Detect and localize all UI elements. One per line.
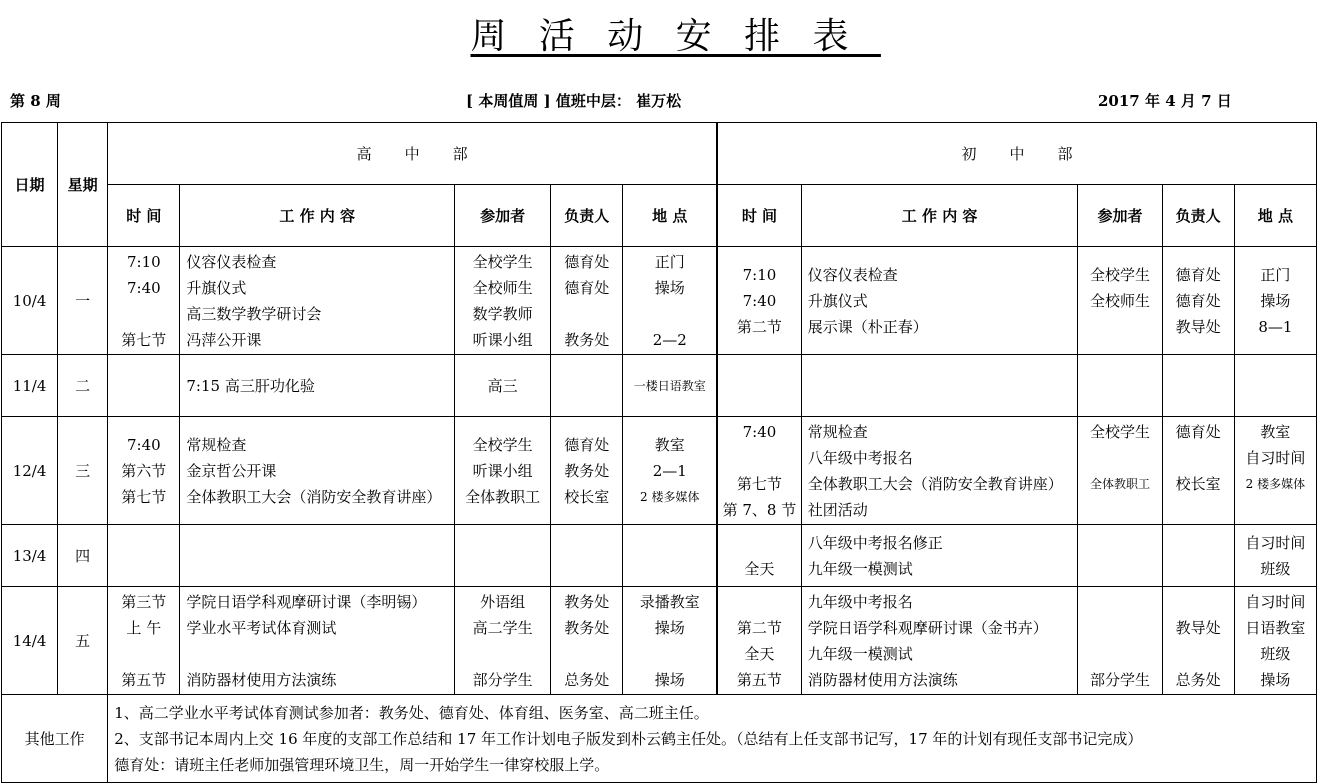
- page-title-text: 周活动安排表: [470, 16, 881, 57]
- middle-place-line: 班级: [1260, 644, 1291, 663]
- middle-time-line: [718, 530, 801, 556]
- date-header: 日期: [2, 123, 58, 247]
- middle-place-line: 操场: [1260, 670, 1291, 689]
- high-owner-line: 教务处: [564, 592, 610, 611]
- high-owner-cell: [551, 247, 623, 355]
- row-date: 10/4: [2, 247, 58, 355]
- high-participants-line: 全校学生: [472, 252, 533, 271]
- middle-owner-line: 德育处: [1175, 265, 1221, 284]
- high-content-cell: [180, 587, 455, 695]
- middle-place-line: [1235, 497, 1316, 523]
- middle-participants-cell: [1078, 247, 1162, 355]
- middle-participants-header: 参加者: [1078, 185, 1162, 247]
- middle-participants-line: [1078, 373, 1161, 399]
- middle-content-line: 全体教职工大会（消防安全教育讲座）: [807, 474, 1063, 493]
- middle-owner-line: [1163, 589, 1234, 615]
- high-owner-line: 德育处: [564, 278, 610, 297]
- high-owner-line: 德育处: [564, 252, 610, 271]
- high-owner-cell: [551, 355, 623, 417]
- middle-owner-line: [1163, 445, 1234, 471]
- high-content-line: [186, 641, 454, 667]
- middle-time-line: [718, 589, 801, 615]
- high-place-line: [623, 301, 716, 327]
- middle-participants-cell: [1078, 355, 1162, 417]
- middle-place-line: 班级: [1260, 559, 1291, 578]
- middle-time-header: 时 间: [717, 185, 801, 247]
- middle-place-line: 8—1: [1258, 317, 1293, 336]
- middle-content-cell: [801, 417, 1078, 525]
- middle-owner-cell: [1162, 525, 1234, 587]
- high-time-cell: [108, 417, 180, 525]
- middle-place-line: 正门: [1260, 265, 1291, 284]
- row-weekday: 四: [58, 525, 108, 587]
- middle-content-line: 九年级中考报名: [807, 592, 913, 611]
- middle-participants-line: [1078, 641, 1161, 667]
- middle-time-line: 第五节: [736, 670, 782, 689]
- high-owner-line: [551, 373, 622, 399]
- high-content-header: 工 作 内 容: [180, 185, 455, 247]
- high-participants-line: 部分学生: [472, 670, 533, 689]
- high-place-line: 2—1: [652, 461, 687, 480]
- middle-time-line: [718, 445, 801, 471]
- middle-place-cell: [1234, 247, 1316, 355]
- high-time-line: [108, 373, 179, 399]
- middle-owner-line: 教导处: [1175, 618, 1221, 637]
- middle-content-line: 仪容仪表检查: [807, 265, 898, 284]
- schedule-row: [2, 525, 1317, 587]
- high-content-line: 仪容仪表检查: [186, 252, 277, 271]
- middle-owner-line: 德育处: [1175, 291, 1221, 310]
- other-work-content: [108, 695, 1317, 783]
- high-place-cell: [623, 525, 717, 587]
- high-school-header: 高中部: [108, 123, 717, 185]
- high-participants-line: 数学教师: [472, 304, 533, 323]
- middle-content-line: 社团活动: [807, 500, 868, 519]
- middle-content-line: 九年级一模测试: [807, 559, 913, 578]
- high-participants-line: 全体教职工: [465, 487, 541, 506]
- high-participants-line: 高三: [487, 376, 518, 395]
- high-time-line: [108, 543, 179, 569]
- middle-participants-line: 全体教职工: [1089, 476, 1150, 491]
- high-place-cell: [623, 247, 717, 355]
- middle-owner-line: [1163, 641, 1234, 667]
- schedule-table: [1, 122, 1317, 783]
- middle-participants-line: [1078, 445, 1161, 471]
- high-time-line: 第六节: [121, 461, 167, 480]
- middle-owner-header: 负责人: [1162, 185, 1234, 247]
- high-owner-line: 德育处: [564, 435, 610, 454]
- high-place-line: 2 楼多媒体: [640, 489, 700, 504]
- high-participants-cell: [455, 417, 551, 525]
- middle-place-header: 地 点: [1234, 185, 1316, 247]
- high-content-cell: [180, 355, 455, 417]
- middle-participants-line: [1078, 556, 1161, 582]
- high-owner-cell: [551, 417, 623, 525]
- middle-time-line: 第二节: [736, 317, 782, 336]
- high-participants-cell: [455, 587, 551, 695]
- middle-school-header: 初中部: [717, 123, 1316, 185]
- schedule-row: [2, 417, 1317, 525]
- row-date: 11/4: [2, 355, 58, 417]
- middle-place-line: 自习时间: [1245, 448, 1306, 467]
- high-time-cell: [108, 525, 180, 587]
- high-time-line: 上 午: [126, 618, 162, 637]
- middle-place-cell: [1234, 417, 1316, 525]
- high-participants-cell: [455, 247, 551, 355]
- middle-content-line: 八年级中考报名修正: [807, 533, 943, 552]
- middle-time-line: [718, 373, 801, 399]
- middle-content-line: 消防器材使用方法演练: [807, 670, 958, 689]
- high-place-line: 2—2: [652, 330, 687, 349]
- middle-time-line: 第七节: [736, 474, 782, 493]
- middle-owner-line: 总务处: [1175, 670, 1221, 689]
- row-weekday: 五: [58, 587, 108, 695]
- middle-owner-cell: [1162, 587, 1234, 695]
- high-content-cell: [180, 247, 455, 355]
- high-owner-cell: [551, 525, 623, 587]
- high-place-line: 一楼日语教室: [633, 378, 706, 393]
- high-participants-line: [455, 543, 550, 569]
- middle-time-line: 7:40: [742, 291, 777, 310]
- high-time-line: 7:40: [126, 278, 161, 297]
- middle-content-line: 学院日语学科观摩研讨课（金书卉）: [807, 618, 1048, 637]
- high-place-line: 教室: [654, 435, 685, 454]
- high-time-cell: [108, 247, 180, 355]
- high-place-cell: [623, 587, 717, 695]
- schedule-row: [2, 247, 1317, 355]
- middle-owner-line: [1163, 497, 1234, 523]
- high-owner-line: 校长室: [564, 487, 610, 506]
- middle-place-line: 日语教室: [1245, 618, 1306, 637]
- middle-owner-line: 教导处: [1175, 317, 1221, 336]
- high-place-line: [623, 543, 716, 569]
- middle-owner-line: 德育处: [1175, 422, 1221, 441]
- high-participants-line: 全校师生: [472, 278, 533, 297]
- high-participants-line: 听课小组: [472, 330, 533, 349]
- row-weekday: 一: [58, 247, 108, 355]
- middle-content-line: 八年级中考报名: [807, 448, 913, 467]
- middle-content-cell: [801, 355, 1078, 417]
- high-place-line: 正门: [654, 252, 685, 271]
- week-number: 第 8 周: [10, 92, 61, 110]
- middle-content-header: 工 作 内 容: [801, 185, 1078, 247]
- other-work-line: 2、支部书记本周内上交 16 年度的支部工作总结和 17 年工作计划电子版发到朴云鹤主任处。（总结有上任支部书记写，17 年的计划有现任支部书记完成）: [114, 729, 1143, 748]
- row-weekday: 二: [58, 355, 108, 417]
- high-content-cell: [180, 525, 455, 587]
- high-participants-line: 高二学生: [472, 618, 533, 637]
- middle-time-cell: [717, 247, 801, 355]
- middle-content-line: 展示课（朴正春）: [807, 317, 928, 336]
- high-owner-line: 教务处: [564, 330, 610, 349]
- high-participants-line: 外语组: [480, 592, 526, 611]
- middle-content-line: 升旗仪式: [807, 291, 868, 310]
- high-participants-line: [455, 641, 550, 667]
- middle-place-line: 自习时间: [1245, 592, 1306, 611]
- middle-participants-line: 全校学生: [1089, 422, 1150, 441]
- middle-participants-cell: [1078, 587, 1162, 695]
- high-place-line: 操场: [654, 670, 685, 689]
- middle-time-line: 7:40: [742, 422, 777, 441]
- middle-time-line: 全天: [744, 644, 775, 663]
- high-content-line: 学院日语学科观摩研讨课（李明锡）: [186, 592, 427, 611]
- middle-content-line: [808, 373, 1078, 399]
- high-place-line: 操场: [654, 618, 685, 637]
- high-owner-line: [551, 301, 622, 327]
- high-time-line: [108, 641, 179, 667]
- high-owner-cell: [551, 587, 623, 695]
- page-title: [0, 8, 1319, 59]
- high-time-line: [108, 301, 179, 327]
- high-content-line: 金京哲公开课: [186, 461, 277, 480]
- high-content-line: 升旗仪式: [186, 278, 247, 297]
- high-place-cell: [623, 355, 717, 417]
- weekday-header: 星期: [58, 123, 108, 247]
- high-place-header: 地 点: [623, 185, 717, 247]
- high-time-line: 第三节: [121, 592, 167, 611]
- high-time-cell: [108, 587, 180, 695]
- middle-content-cell: [801, 247, 1078, 355]
- middle-time-line: 7:10: [742, 265, 777, 284]
- high-time-line: 第五节: [121, 670, 167, 689]
- high-participants-cell: [455, 525, 551, 587]
- high-participants-line: 全校学生: [472, 435, 533, 454]
- middle-place-line: 操场: [1260, 291, 1291, 310]
- high-content-cell: [180, 417, 455, 525]
- middle-owner-line: [1163, 530, 1234, 556]
- duty-officer: [ 本周值周 ] 值班中层： 崔万松: [466, 92, 682, 110]
- middle-participants-cell: [1078, 417, 1162, 525]
- high-content-line: 冯萍公开课: [186, 330, 262, 349]
- high-content-line: 高三数学教学研讨会: [186, 304, 322, 323]
- high-content-line: 学业水平考试体育测试: [186, 618, 337, 637]
- middle-owner-cell: [1162, 247, 1234, 355]
- middle-participants-line: 部分学生: [1089, 670, 1150, 689]
- middle-participants-line: [1078, 615, 1161, 641]
- row-date: 14/4: [2, 587, 58, 695]
- middle-participants-line: [1078, 589, 1161, 615]
- middle-time-cell: [717, 417, 801, 525]
- middle-time-cell: [717, 355, 801, 417]
- high-time-cell: [108, 355, 180, 417]
- high-participants-cell: [455, 355, 551, 417]
- high-place-cell: [623, 417, 717, 525]
- high-owner-header: 负责人: [551, 185, 623, 247]
- high-owner-line: 总务处: [564, 670, 610, 689]
- high-content-line: 消防器材使用方法演练: [186, 670, 337, 689]
- middle-place-cell: [1234, 587, 1316, 695]
- other-work-line: 1、高二学业水平考试体育测试参加者：教务处、德育处、体育组、医务室、高二班主任。: [114, 703, 709, 722]
- high-time-line: 7:10: [126, 252, 161, 271]
- schedule-row: [2, 587, 1317, 695]
- high-content-line: 全体教职工大会（消防安全教育讲座）: [186, 487, 442, 506]
- high-participants-line: 听课小组: [472, 461, 533, 480]
- row-date: 12/4: [2, 417, 58, 525]
- high-content-line: [186, 543, 454, 569]
- middle-place-line: 2 楼多媒体: [1245, 476, 1306, 491]
- middle-place-cell: [1234, 355, 1316, 417]
- middle-time-cell: [717, 525, 801, 587]
- high-time-line: 第七节: [121, 330, 167, 349]
- other-work-line: 德育处：请班主任老师加强管理环境卫生，周一开始学生一律穿校服上学。: [114, 755, 610, 774]
- high-participants-header: 参加者: [455, 185, 551, 247]
- middle-owner-line: [1163, 373, 1234, 399]
- middle-place-line: 教室: [1260, 422, 1291, 441]
- middle-owner-line: 校长室: [1175, 474, 1221, 493]
- middle-participants-line: [1078, 314, 1161, 340]
- high-owner-line: 教务处: [564, 461, 610, 480]
- middle-participants-line: 全校师生: [1089, 291, 1150, 310]
- schedule-row: [2, 355, 1317, 417]
- middle-owner-cell: [1162, 355, 1234, 417]
- schedule-date: 2017 年 4 月 7 日: [1098, 92, 1232, 110]
- middle-participants-line: [1078, 530, 1161, 556]
- middle-content-line: 常规检查: [807, 422, 868, 441]
- high-content-line: 常规检查: [186, 435, 247, 454]
- middle-participants-line: 全校学生: [1089, 265, 1150, 284]
- high-content-line: 7:15 高三肝功化验: [186, 376, 315, 395]
- middle-content-cell: [801, 587, 1078, 695]
- other-work-label: 其他工作: [2, 695, 108, 783]
- middle-content-cell: [801, 525, 1078, 587]
- middle-time-cell: [717, 587, 801, 695]
- row-weekday: 三: [58, 417, 108, 525]
- middle-participants-line: [1078, 497, 1161, 523]
- high-place-line: [623, 641, 716, 667]
- high-owner-line: 教务处: [564, 618, 610, 637]
- middle-time-line: 全天: [744, 559, 775, 578]
- middle-content-line: 九年级一模测试: [807, 644, 913, 663]
- high-time-line: 7:40: [126, 435, 161, 454]
- high-owner-line: [551, 641, 622, 667]
- high-time-line: 第七节: [121, 487, 167, 506]
- middle-place-cell: [1234, 525, 1316, 587]
- middle-owner-cell: [1162, 417, 1234, 525]
- high-owner-line: [551, 543, 622, 569]
- row-date: 13/4: [2, 525, 58, 587]
- middle-participants-cell: [1078, 525, 1162, 587]
- middle-time-line: 第 7、8 节: [722, 500, 797, 519]
- high-time-header: 时 间: [108, 185, 180, 247]
- middle-place-line: 自习时间: [1245, 533, 1306, 552]
- middle-owner-line: [1163, 556, 1234, 582]
- high-place-line: 操场: [654, 278, 685, 297]
- middle-place-line: [1235, 373, 1316, 399]
- middle-time-line: 第二节: [736, 618, 782, 637]
- high-place-line: 录播教室: [639, 592, 700, 611]
